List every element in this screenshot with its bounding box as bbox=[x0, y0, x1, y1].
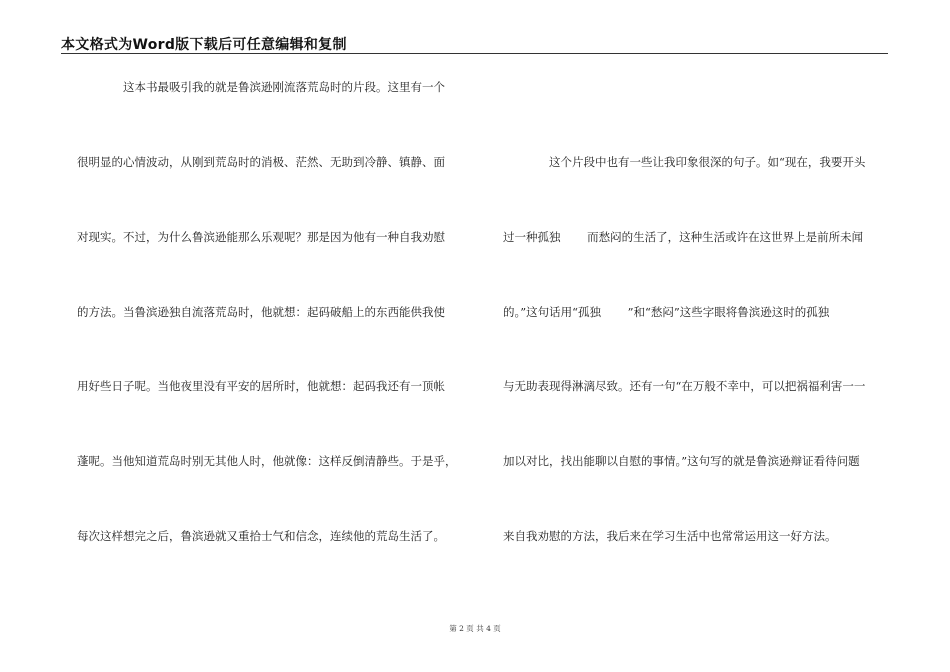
left-paragraph-line: 用好些日子呢。当他夜里没有平安的居所时，他就想：起码我还有一顶帐 bbox=[77, 379, 445, 393]
page-number-footer: 第 2 页 共 4 页 bbox=[449, 624, 501, 633]
left-paragraph-line: 每次这样想完之后，鲁滨逊就又重拾士气和信念，连续他的荒岛生活了。 bbox=[77, 529, 445, 543]
right-paragraph-line: 来自我劝慰的方法，我后来在学习生活中也常常运用这一好方法。 bbox=[503, 529, 837, 543]
left-paragraph-line: 很明显的心情波动，从刚到荒岛时的消极、茫然、无助到冷静、镇静、面 bbox=[77, 155, 445, 169]
left-paragraph-line: 对现实。不过，为什么鲁滨逊能那么乐观呢？那是因为他有一种自我劝慰 bbox=[77, 230, 445, 244]
right-paragraph-line: 过一种孤独 而愁闷的生活了，这种生活或许在这世界上是前所未闻 bbox=[503, 230, 864, 244]
right-paragraph-line: 加以对比，找出能聊以自慰的事情。”这句写的就是鲁滨逊辩证看待问题 bbox=[503, 454, 860, 468]
left-paragraph-line: 的方法。当鲁滨逊独自流落荒岛时，他就想：起码破船上的东西能供我使 bbox=[77, 305, 445, 319]
right-paragraph-line: 这个片段中也有一些让我印象很深的句子。如“现在，我要开头 bbox=[549, 155, 866, 169]
right-paragraph-line: 的。”这句话用“孤独 ”和“愁闷”这些字眼将鲁滨逊这时的孤独 bbox=[503, 305, 830, 319]
page-header-title: 本文格式为Word版下载后可任意编辑和复制 bbox=[61, 37, 347, 53]
right-paragraph-line: 与无助表现得淋漓尽致。还有一句“在万般不幸中，可以把祸福利害一一 bbox=[503, 379, 866, 393]
left-paragraph-line: 这本书最吸引我的就是鲁滨逊刚流落荒岛时的片段。这里有一个 bbox=[123, 80, 445, 94]
header-divider bbox=[61, 53, 888, 54]
left-paragraph-line: 蓬呢。当他知道荒岛时别无其他人时，他就像：这样反倒清静些。于是乎， bbox=[77, 454, 457, 468]
